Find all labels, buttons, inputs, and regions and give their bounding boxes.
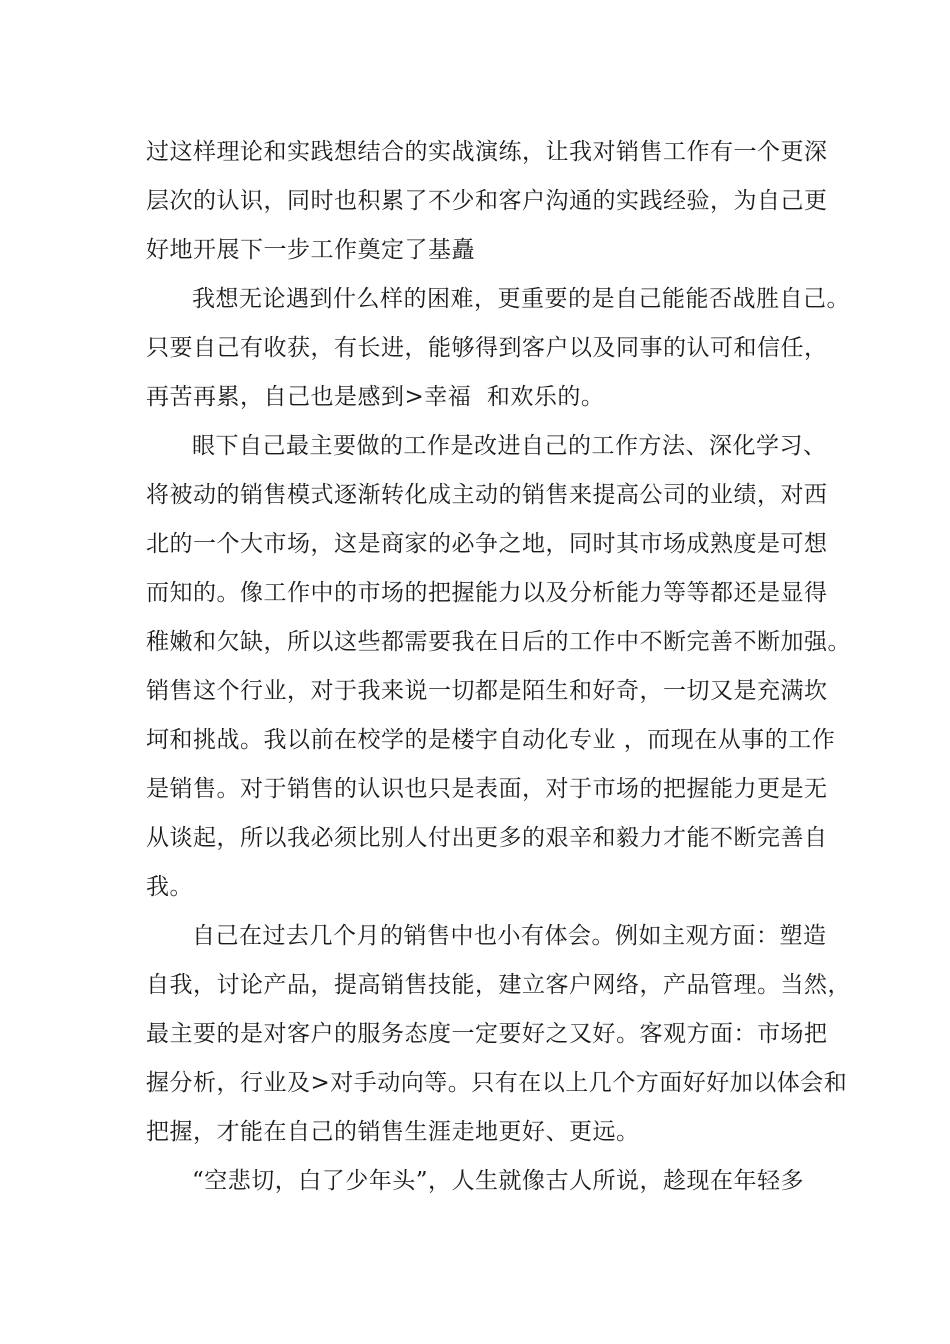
paragraph-first-line: 自己在过去几个月的销售中也小有体会。例如主观方面：塑造 [192, 923, 827, 949]
text-line: 北的一个大市场，这是商家的必争之地，同时其市场成熟度是可想 [146, 531, 828, 557]
text-line: 坷和挑战。我以前在校学的是楼宇自动化专业 ，而现在从事的工作 [146, 727, 836, 753]
text-line: 自我，讨论产品，提高销售技能，建立客户网络，产品管理。当然， [146, 972, 851, 998]
text-line: 再苦再累，自己也是感到>幸福 和欢乐的。 [146, 384, 605, 410]
text-line: 握分析，行业及>对手动向等。只有在以上几个方面好好加以体会和 [146, 1070, 848, 1096]
text-line: 最主要的是对客户的服务态度一定要好之又好。客观方面：市场把 [146, 1021, 828, 1047]
text-line: 而知的。像工作中的市场的把握能力以及分析能力等等都还是显得 [146, 580, 828, 606]
text-line: 稚嫩和欠缺，所以这些都需要我在日后的工作中不断完善不断加强。 [146, 629, 851, 655]
text-line: 销售这个行业，对于我来说一切都是陌生和好奇，一切又是充满坎 [146, 678, 828, 704]
text-line: 是销售。对于销售的认识也只是表面，对于市场的把握能力更是无 [146, 776, 828, 802]
document-body [146, 128, 851, 1206]
paragraph-first-line: 眼下自己最主要做的工作是改进自己的工作方法、深化学习、 [192, 433, 827, 459]
paragraph-first-line: “空悲切，白了少年头”，人生就像古人所说，趁现在年轻多 [192, 1168, 805, 1194]
text-line: 好地开展下一步工作奠定了基矗 [146, 237, 475, 263]
text-line: 层次的认识，同时也积累了不少和客户沟通的实践经验，为自己更 [146, 188, 828, 214]
text-line: 我。 [146, 874, 193, 900]
text-line: 将被动的销售模式逐渐转化成主动的销售来提高公司的业绩，对西 [146, 482, 828, 508]
text-line: 过这样理论和实践想结合的实战演练，让我对销售工作有一个更深 [146, 139, 828, 165]
paragraph-first-line: 我想无论遇到什么样的困难，更重要的是自己能能否战胜自己。 [192, 286, 850, 312]
text-line: 把握，才能在自己的销售生涯走地更好、更远。 [146, 1119, 640, 1145]
text-line: 只要自己有收获，有长进，能够得到客户以及同事的认可和信任， [146, 335, 828, 361]
text-line: 从谈起，所以我必须比别人付出更多的艰辛和毅力才能不断完善自 [146, 825, 828, 851]
